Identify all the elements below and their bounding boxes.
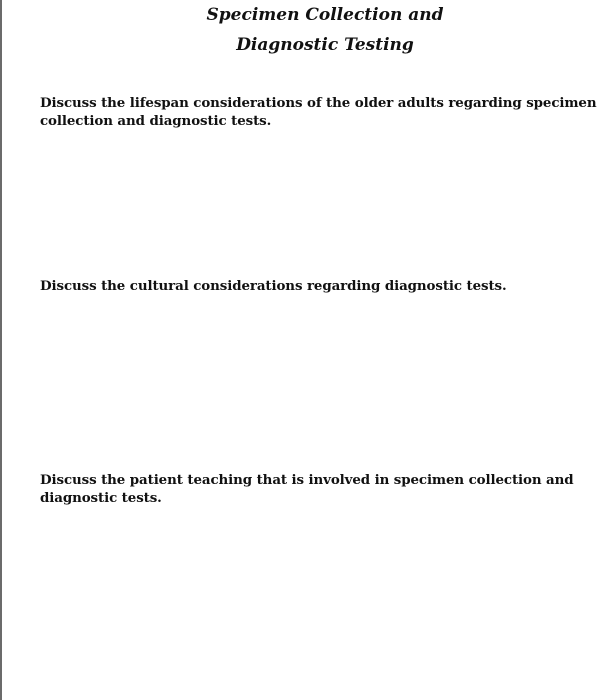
question-text-line: Discuss the cultural considerations regarding diagnostic tests. xyxy=(40,278,507,294)
question-text-line: Discuss the lifespan considerations of the older adults regarding specimen xyxy=(40,95,597,111)
question-text-line: collection and diagnostic tests. xyxy=(40,113,272,129)
document-title-line-2: Diagnostic Testing xyxy=(236,35,414,55)
question-cultural xyxy=(40,277,613,295)
page-left-border xyxy=(0,0,2,700)
question-text-line: Discuss the patient teaching that is involved in specimen collection and xyxy=(40,472,574,488)
question-text-line: diagnostic tests. xyxy=(40,490,162,506)
question-lifespan xyxy=(40,94,613,130)
document-title-line-1: Specimen Collection and xyxy=(206,5,444,25)
question-patient-teaching xyxy=(40,471,613,507)
